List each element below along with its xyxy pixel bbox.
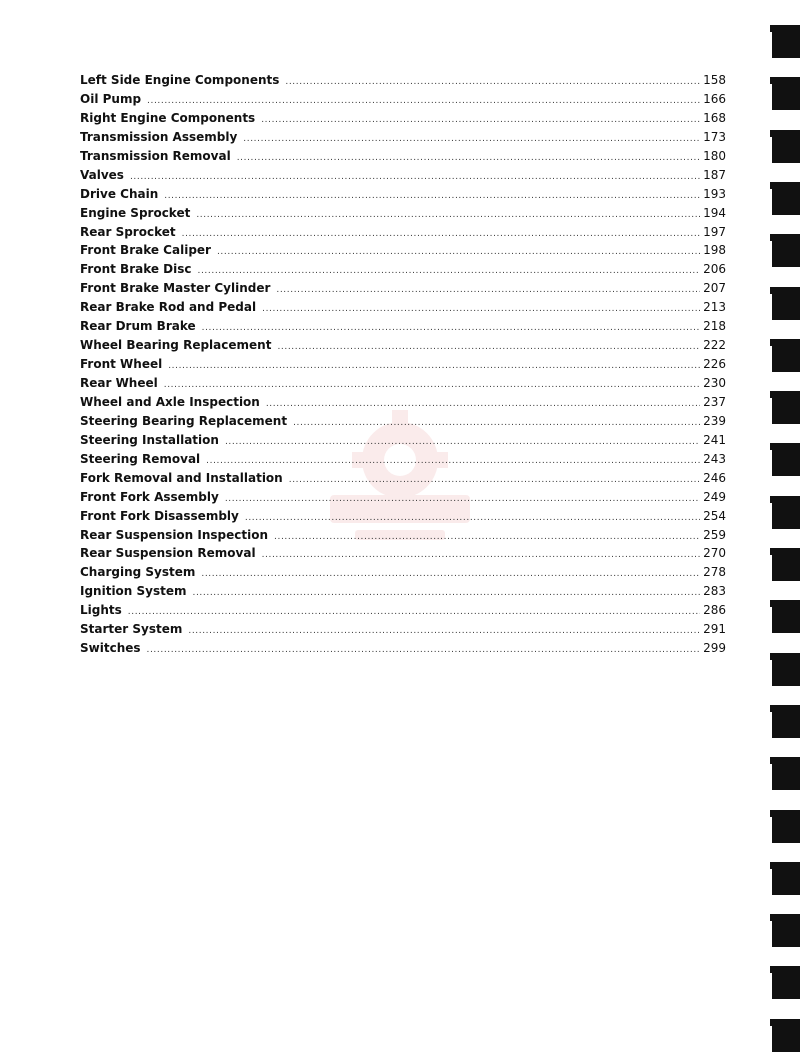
section-tab — [772, 600, 800, 633]
dot-leader — [243, 130, 700, 149]
toc-entry-title: Steering Installation — [80, 432, 219, 447]
dot-leader — [276, 281, 700, 300]
toc-entry-title: Wheel Bearing Replacement — [80, 338, 272, 353]
section-tab — [772, 130, 800, 163]
toc-entry-title: Wheel and Axle Inspection — [80, 394, 260, 409]
toc-entry-title: Rear Wheel — [80, 376, 158, 390]
dot-leader — [225, 490, 700, 509]
toc-entry[interactable] — [80, 563, 726, 582]
toc-entry[interactable] — [80, 90, 726, 109]
dot-leader — [217, 243, 700, 262]
toc-entry-title: Fork Removal and Installation — [80, 470, 283, 485]
dot-leader — [289, 471, 700, 490]
toc-entry[interactable] — [80, 582, 726, 601]
section-tab — [772, 234, 800, 267]
dot-leader — [285, 73, 700, 92]
dot-leader — [277, 338, 700, 357]
toc-entry-page-number: 158 — [703, 73, 726, 87]
toc-entry-page-number: 194 — [703, 205, 726, 220]
toc-entry-page-number: 254 — [703, 508, 726, 523]
toc-entry-title: Engine Sprocket — [80, 205, 191, 220]
toc-entry-page-number: 286 — [703, 603, 726, 618]
dot-leader — [168, 357, 700, 376]
toc-entry-page-number: 278 — [703, 565, 726, 580]
dot-leader — [293, 414, 700, 433]
toc-entry-page-number: 259 — [703, 527, 726, 542]
toc-entry-page-number: 239 — [703, 413, 726, 428]
toc-entry-title: Transmission Removal — [80, 148, 231, 163]
toc-entry-title: Front Brake Master Cylinder — [80, 281, 271, 296]
toc-entry[interactable] — [80, 544, 726, 563]
toc-entry-title: Rear Suspension Removal — [80, 546, 256, 561]
toc-entry-title: Steering Removal — [80, 451, 201, 466]
toc-entry-title: Starter System — [80, 622, 183, 637]
toc-entry[interactable] — [80, 374, 726, 393]
toc-entry[interactable] — [80, 526, 726, 545]
dot-leader — [225, 433, 700, 452]
toc-entry[interactable] — [80, 128, 726, 147]
toc-entry[interactable] — [80, 469, 726, 488]
toc-entry-page-number: 187 — [703, 167, 726, 182]
dot-leader — [128, 603, 700, 622]
toc-entry-title: Charging System — [80, 565, 196, 580]
dot-leader — [245, 509, 700, 528]
toc-entry[interactable] — [80, 109, 726, 128]
toc-entry[interactable] — [80, 336, 726, 355]
toc-entry-title: Transmission Assembly — [80, 129, 238, 144]
section-tab — [772, 339, 800, 372]
section-tab — [772, 287, 800, 320]
toc-entry-title: Rear Brake Rod and Pedal — [80, 300, 257, 315]
toc-entry[interactable] — [80, 393, 726, 412]
toc-entry-page-number: 198 — [703, 243, 726, 258]
toc-entry[interactable] — [80, 204, 726, 223]
section-tab — [772, 182, 800, 215]
toc-entry[interactable] — [80, 147, 726, 166]
section-tab — [772, 443, 800, 476]
dot-leader — [201, 565, 700, 584]
section-tab — [772, 548, 800, 581]
toc-entry-page-number: 207 — [703, 281, 726, 296]
dot-leader — [164, 187, 700, 206]
toc-entry-page-number: 213 — [703, 300, 726, 315]
toc-entry-title: Rear Drum Brake — [80, 319, 196, 334]
toc-entry[interactable] — [80, 355, 726, 374]
toc-entry[interactable] — [80, 450, 726, 469]
toc-entry[interactable] — [80, 71, 726, 90]
toc-entry-page-number: 168 — [703, 110, 726, 125]
dot-leader — [266, 395, 700, 414]
toc-entry[interactable] — [80, 639, 726, 658]
toc-entry[interactable] — [80, 260, 726, 279]
toc-entry-page-number: 299 — [703, 641, 726, 656]
toc-entry-page-number: 270 — [703, 546, 726, 561]
dot-leader — [261, 111, 700, 130]
toc-entry-title: Front Wheel — [80, 357, 163, 372]
toc-entry[interactable] — [80, 412, 726, 431]
toc-entry[interactable] — [80, 507, 726, 526]
toc-entry-page-number: 222 — [703, 338, 726, 353]
dot-leader — [193, 584, 701, 603]
toc-entry-title: Front Fork Disassembly — [80, 508, 239, 523]
toc-entry-title: Drive Chain — [80, 186, 159, 201]
dot-leader — [147, 641, 701, 660]
dot-leader — [262, 300, 700, 319]
section-tab — [772, 914, 800, 947]
toc-entry[interactable] — [80, 279, 726, 298]
dot-leader — [274, 528, 700, 547]
toc-entry-title: Front Brake Caliper — [80, 243, 211, 258]
toc-entry-title: Rear Sprocket — [80, 224, 176, 239]
toc-entry[interactable] — [80, 166, 726, 185]
toc-entry-page-number: 197 — [703, 224, 726, 239]
toc-entry[interactable] — [80, 488, 726, 507]
toc-entry-page-number: 291 — [703, 622, 726, 637]
dot-leader — [237, 149, 700, 168]
toc-entry-page-number: 241 — [703, 432, 726, 447]
toc-entry[interactable] — [80, 241, 726, 260]
toc-entry-title: Front Brake Disc — [80, 262, 192, 277]
section-tab — [772, 705, 800, 738]
toc-entry-title: Rear Suspension Inspection — [80, 527, 269, 542]
section-tab — [772, 810, 800, 843]
section-tab — [772, 653, 800, 686]
toc-entry[interactable] — [80, 185, 726, 204]
toc-entry-title: Ignition System — [80, 584, 187, 599]
dot-leader — [188, 622, 700, 641]
toc-entry-page-number: 283 — [703, 584, 726, 599]
dot-leader — [262, 546, 701, 565]
table-of-contents — [80, 71, 726, 658]
dot-leader — [182, 225, 700, 244]
dot-leader — [130, 168, 700, 187]
toc-entry-title: Front Fork Assembly — [80, 489, 219, 504]
section-tab — [772, 77, 800, 110]
toc-entry-title: Steering Bearing Replacement — [80, 413, 288, 428]
toc-entry-page-number: 180 — [703, 148, 726, 163]
toc-entry[interactable] — [80, 601, 726, 620]
toc-entry[interactable] — [80, 620, 726, 639]
toc-entry-page-number: 249 — [703, 489, 726, 504]
toc-entry-page-number: 226 — [703, 357, 726, 372]
toc-entry-title: Oil Pump — [80, 91, 142, 106]
toc-entry-title: Valves — [80, 167, 124, 182]
toc-entry[interactable] — [80, 223, 726, 242]
section-tab — [772, 25, 800, 58]
section-tab — [772, 496, 800, 529]
toc-entry-page-number: 237 — [703, 394, 726, 409]
toc-entry[interactable] — [80, 431, 726, 450]
toc-entry-title: Left Side Engine Components — [80, 73, 280, 87]
toc-entry-page-number: 246 — [703, 470, 726, 485]
section-tab — [772, 862, 800, 895]
toc-entry-title: Switches — [80, 641, 141, 656]
section-tab — [772, 966, 800, 999]
section-tab — [772, 391, 800, 424]
toc-entry[interactable] — [80, 317, 726, 336]
toc-entry-page-number: 173 — [703, 129, 726, 144]
toc-entry-page-number: 193 — [703, 186, 726, 201]
dot-leader — [196, 206, 700, 225]
section-tab — [772, 757, 800, 790]
toc-entry-title: Lights — [80, 603, 122, 618]
toc-entry-page-number: 243 — [703, 451, 726, 466]
section-tab — [772, 1019, 800, 1052]
toc-entry-title: Right Engine Components — [80, 110, 256, 125]
toc-entry[interactable] — [80, 298, 726, 317]
toc-entry-page-number: 230 — [703, 376, 726, 390]
toc-entry-page-number: 218 — [703, 319, 726, 334]
toc-entry-page-number: 166 — [703, 91, 726, 106]
toc-entry-page-number: 206 — [703, 262, 726, 277]
